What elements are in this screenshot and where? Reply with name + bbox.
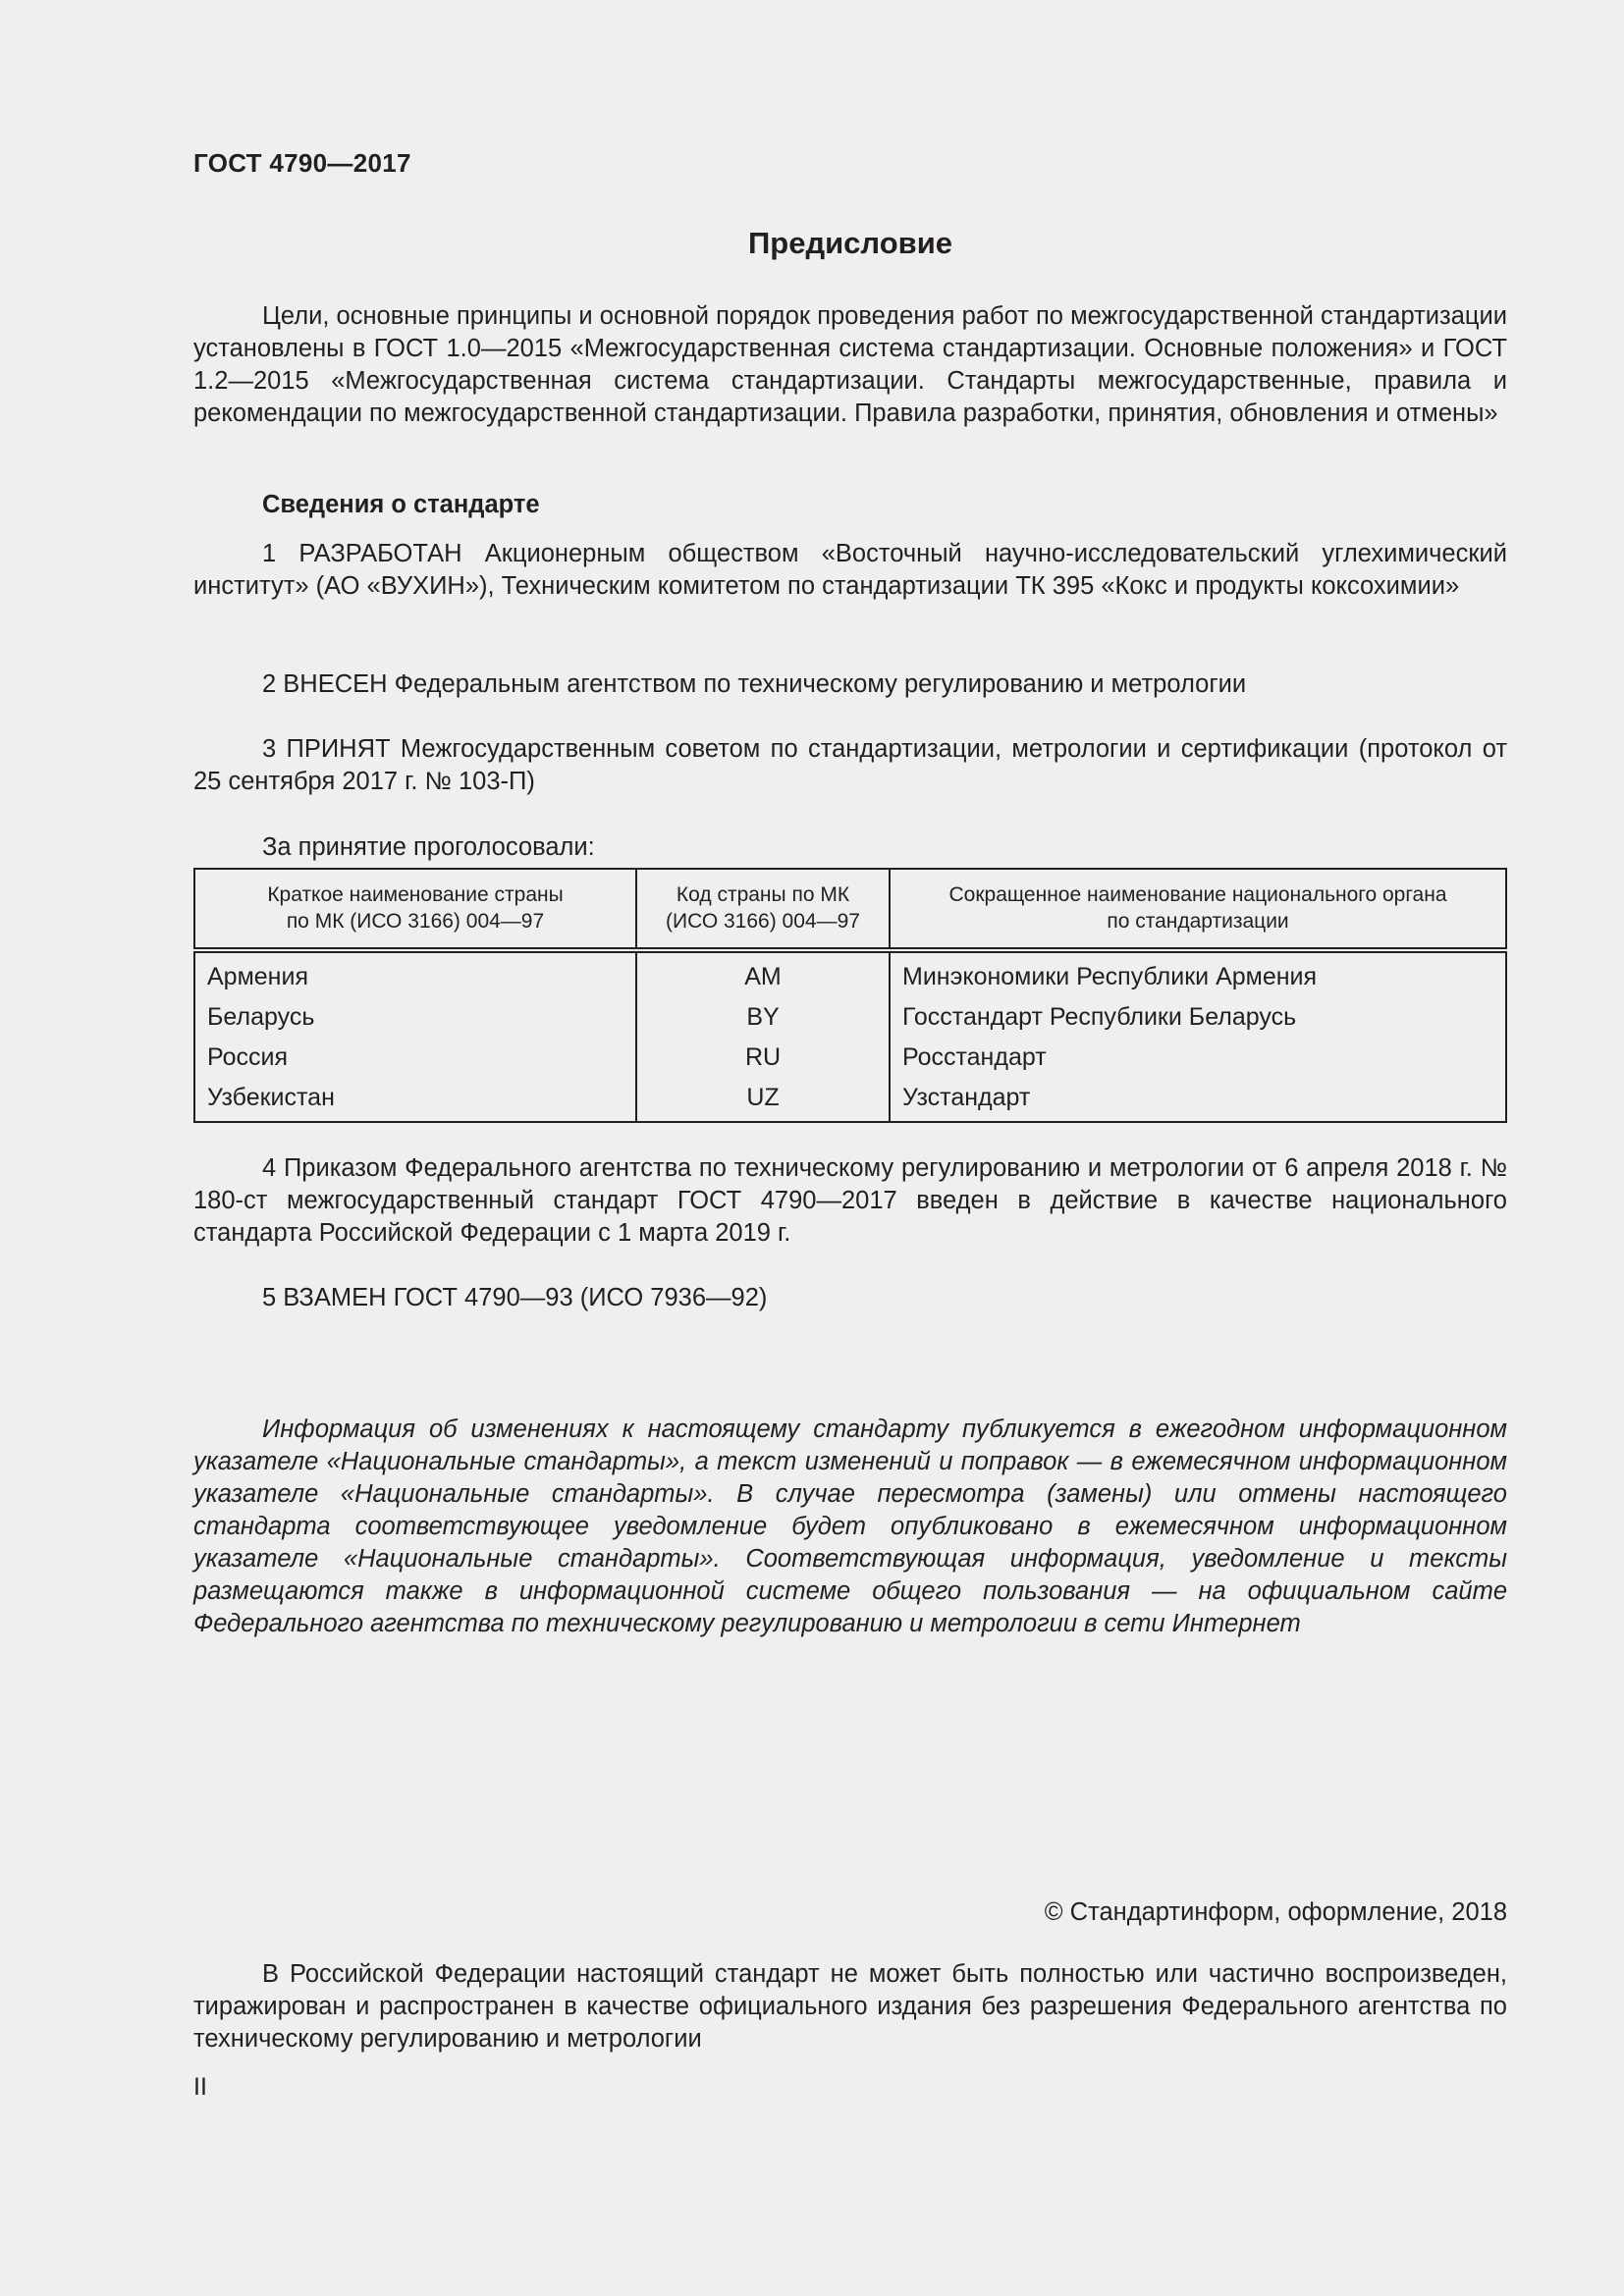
code-cell: AM — [636, 950, 890, 997]
header-body — [890, 869, 1506, 950]
code-cell: UZ — [636, 1078, 890, 1122]
changes-notice: Информация об изменениях к настоящему стандарту публикуется в ежегодном информационном указателе «Национальные стандарты», а текст изменений и поправок — в ежемесячном информационном указателе «Национальные стандарты». В случае пересмотра (замены) или отмены настоящего стандарта соответствующее уведомление будет опубликовано в ежемесячном информационном указателе «Национальные стандарты». Соответствующая информация, уведомление и тексты размещаются также в информационной системе общего пользования — на официальном сайте Федерального агентства по техническому регулированию и метрологии в сети Интернет — [193, 1415, 1507, 1637]
body-cell: Узстандарт — [890, 1078, 1506, 1122]
header-country-line2: по МК (ИСО 3166) 004—97 — [286, 910, 545, 933]
info-heading: Сведения о стандарте — [262, 491, 540, 518]
item-2-introduced: 2 ВНЕСЕН Федеральным агентством по техническому регулированию и метрологии — [262, 670, 1247, 698]
table-row — [194, 1078, 1506, 1122]
page-title: Предисловие — [747, 226, 952, 260]
document-page — [193, 0, 1507, 2296]
table-row — [194, 1038, 1506, 1078]
country-cell: Беларусь — [194, 997, 636, 1038]
code-cell: RU — [636, 1038, 890, 1078]
page-number: II — [193, 2073, 207, 2101]
body-cell: Госстандарт Республики Беларусь — [890, 997, 1506, 1038]
header-code-line2: (ИСО 3166) 004—97 — [666, 910, 860, 933]
header-country — [194, 869, 636, 950]
voting-table — [193, 868, 1507, 1123]
item-3-adopted: 3 ПРИНЯТ Межгосударственным советом по стандартизации, метрологии и сертификации (протокол от 25 сентября 2017 г. № 103-П) — [193, 735, 1507, 795]
country-cell: Россия — [194, 1038, 636, 1078]
rights-notice: В Российской Федерации настоящий стандарт не может быть полностью или частично воспроизведен, тиражирован и распространен в качестве официального издания без разрешения Федерального агентства по техническому регулированию и метрологии — [193, 1960, 1507, 2053]
vote-label: За принятие проголосовали: — [262, 833, 595, 861]
body-cell: Росстандарт — [890, 1038, 1506, 1078]
intro-paragraph: Цели, основные принципы и основной порядок проведения работ по межгосударственной стандартизации установлены в ГОСТ 1.0—2015 «Межгосударственная система стандартизации. Основные положения» и ГОСТ 1.2—2015 «Межгосударственная система стандартизации. Стандарты межгосударственные, правила и рекомендации по межгосударственной стандартизации. Правила разработки, принятия, обновления и отмены» — [193, 302, 1507, 427]
copyright-line: © Стандартинформ, оформление, 2018 — [1044, 1898, 1507, 1926]
table-header-row — [194, 869, 1506, 950]
table-row — [194, 997, 1506, 1038]
header-body-line2: по стандартизации — [1107, 910, 1289, 933]
item-5-replaces: 5 ВЗАМЕН ГОСТ 4790—93 (ИСО 7936—92) — [262, 1284, 768, 1311]
header-code — [636, 869, 890, 950]
header-code-line1: Код страны по МК — [676, 883, 850, 906]
country-cell: Армения — [194, 950, 636, 997]
header-country-line1: Краткое наименование страны — [267, 883, 564, 906]
body-cell: Минэкономики Республики Армения — [890, 950, 1506, 997]
item-4-order: 4 Приказом Федерального агентства по техническому регулированию и метрологии от 6 апреля 2018 г. № 180-ст межгосударственный стандарт ГОСТ 4790—2017 введен в действие в качестве национального стандарта Российской Федерации с 1 марта 2019 г. — [193, 1154, 1507, 1247]
code-cell: BY — [636, 997, 890, 1038]
item-1-developed: 1 РАЗРАБОТАН Акционерным обществом «Восточный научно-исследовательский углехимический институт» (АО «ВУХИН»), Техническим комитетом по стандартизации ТК 395 «Кокс и продукты коксохимии» — [193, 540, 1507, 600]
table-row — [194, 950, 1506, 997]
header-body-line1: Сокращенное наименование национального органа — [948, 883, 1447, 906]
country-cell: Узбекистан — [194, 1078, 636, 1122]
document-id-header: ГОСТ 4790—2017 — [193, 148, 411, 178]
